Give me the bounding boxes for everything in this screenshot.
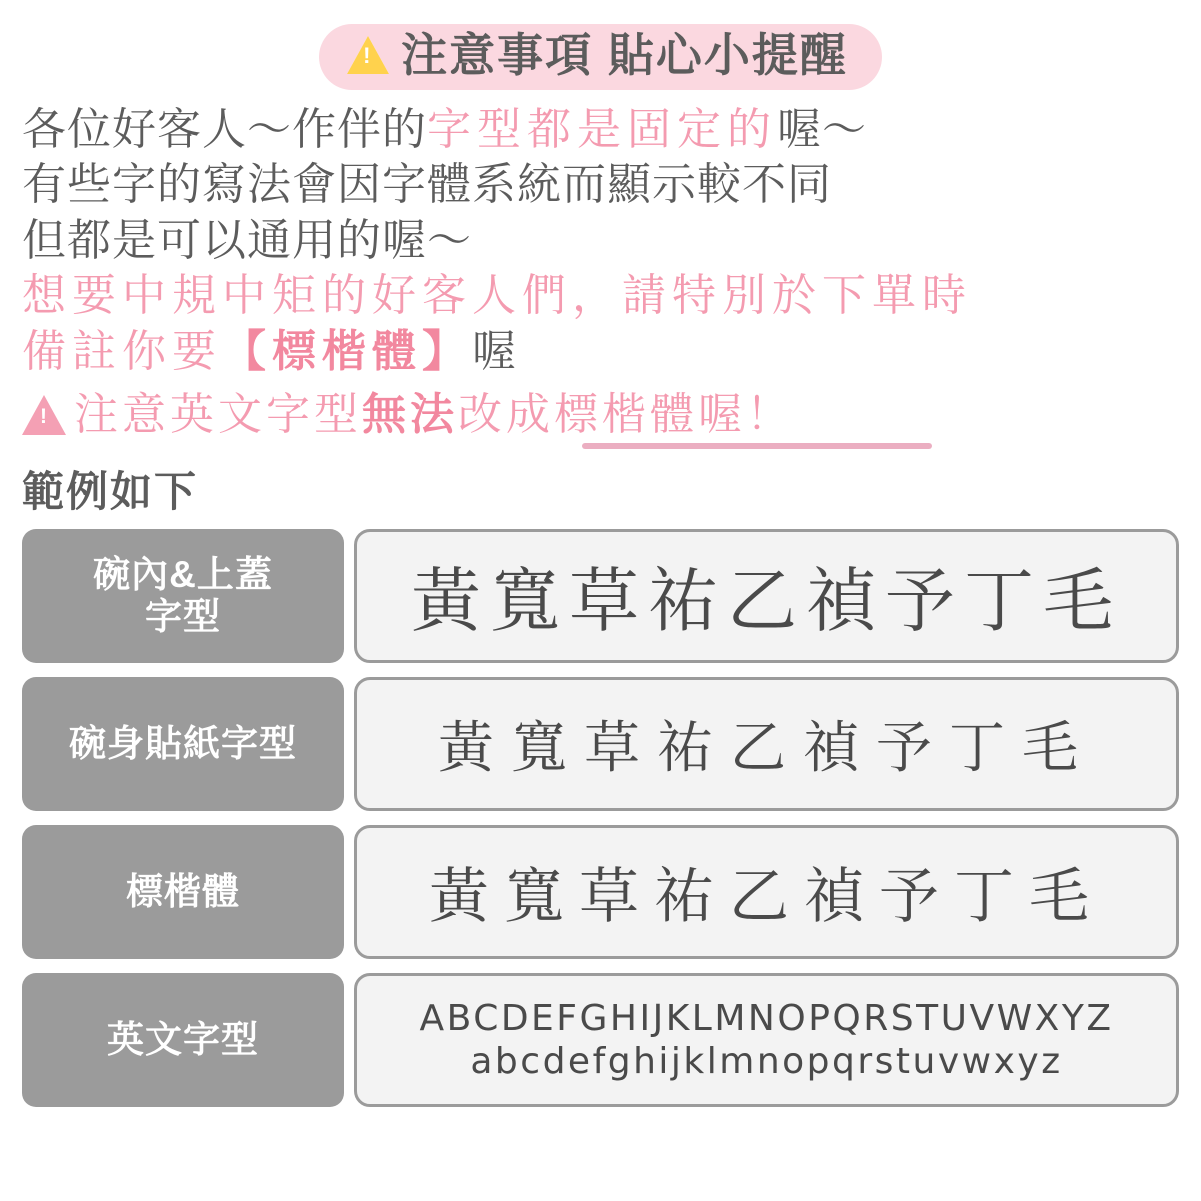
notes-line-3: 但都是可以通用的喔～	[22, 215, 472, 265]
notes-line-4: 想要中規中矩的好客人們，請特別於下單時	[22, 271, 972, 321]
example-label: 範例如下	[22, 467, 199, 515]
sample-text-lowercase: abcdefghijklmnopqrstuvwxyz	[470, 1040, 1063, 1082]
header	[22, 24, 1179, 90]
font-sample-list	[22, 529, 1179, 1107]
underline-stroke	[582, 443, 932, 449]
alert-text-part-a: 注意英文字型	[74, 390, 362, 440]
alert-text-part-c: 改成標楷體喔！	[458, 390, 794, 440]
row-label-line-1: 碗內&上蓋	[93, 554, 273, 596]
alert-triangle-icon	[22, 395, 66, 435]
row-sample-bowl-sticker	[354, 677, 1179, 811]
list-item	[22, 825, 1179, 959]
sample-text: 黃寬草祐乙禎予丁毛	[438, 715, 1095, 781]
notes-line-1-part-b: 字型都是固定的	[427, 105, 777, 154]
row-sample-english-font	[354, 973, 1179, 1107]
row-label-line-1: 英文字型	[107, 1018, 259, 1060]
row-label-english-font	[22, 973, 344, 1107]
notes-line-5	[22, 324, 1179, 379]
warning-triangle-icon	[347, 36, 389, 74]
alert-text	[74, 387, 794, 442]
notes-line-1-part-c: 喔～	[777, 105, 867, 154]
row-sample-bowl-inner	[354, 529, 1179, 663]
notes-line-1	[22, 102, 1179, 157]
row-label-line-1: 碗身貼紙字型	[69, 722, 297, 764]
notes-line-5-part-a: 備註你要	[22, 326, 222, 376]
row-sample-kai-font	[354, 825, 1179, 959]
list-item	[22, 677, 1179, 811]
alert-text-part-b: 無法	[362, 390, 458, 440]
notes-line-2: 有些字的寫法會因字體系統而顯示較不同	[22, 160, 832, 210]
page-title: 注意事項 貼心小提醒	[401, 29, 848, 81]
sample-text: 黃寬草祐乙禎予丁毛	[411, 560, 1122, 643]
row-label-line-2: 字型	[144, 595, 221, 637]
row-label-kai-font	[22, 825, 344, 959]
sample-text-block	[420, 998, 1114, 1082]
row-label-bowl-sticker	[22, 677, 344, 811]
header-pill	[319, 24, 882, 90]
list-item	[22, 973, 1179, 1107]
alert-line	[22, 387, 1179, 442]
notes-line-1-part-a: 各位好客人～作伴的	[22, 105, 427, 154]
sample-text: 黃寬草祐乙禎予丁毛	[429, 861, 1104, 932]
notes-line-5-part-c: 喔	[472, 326, 517, 376]
sample-text-uppercase: ABCDEFGHIJKLMNOPQRSTUVWXYZ	[419, 997, 1114, 1039]
row-label-line-1: 標楷體	[126, 870, 240, 912]
row-label-bowl-inner	[22, 529, 344, 663]
list-item	[22, 529, 1179, 663]
notes-block	[22, 102, 1179, 443]
notes-line-5-part-b: 【標楷體】	[222, 326, 472, 376]
